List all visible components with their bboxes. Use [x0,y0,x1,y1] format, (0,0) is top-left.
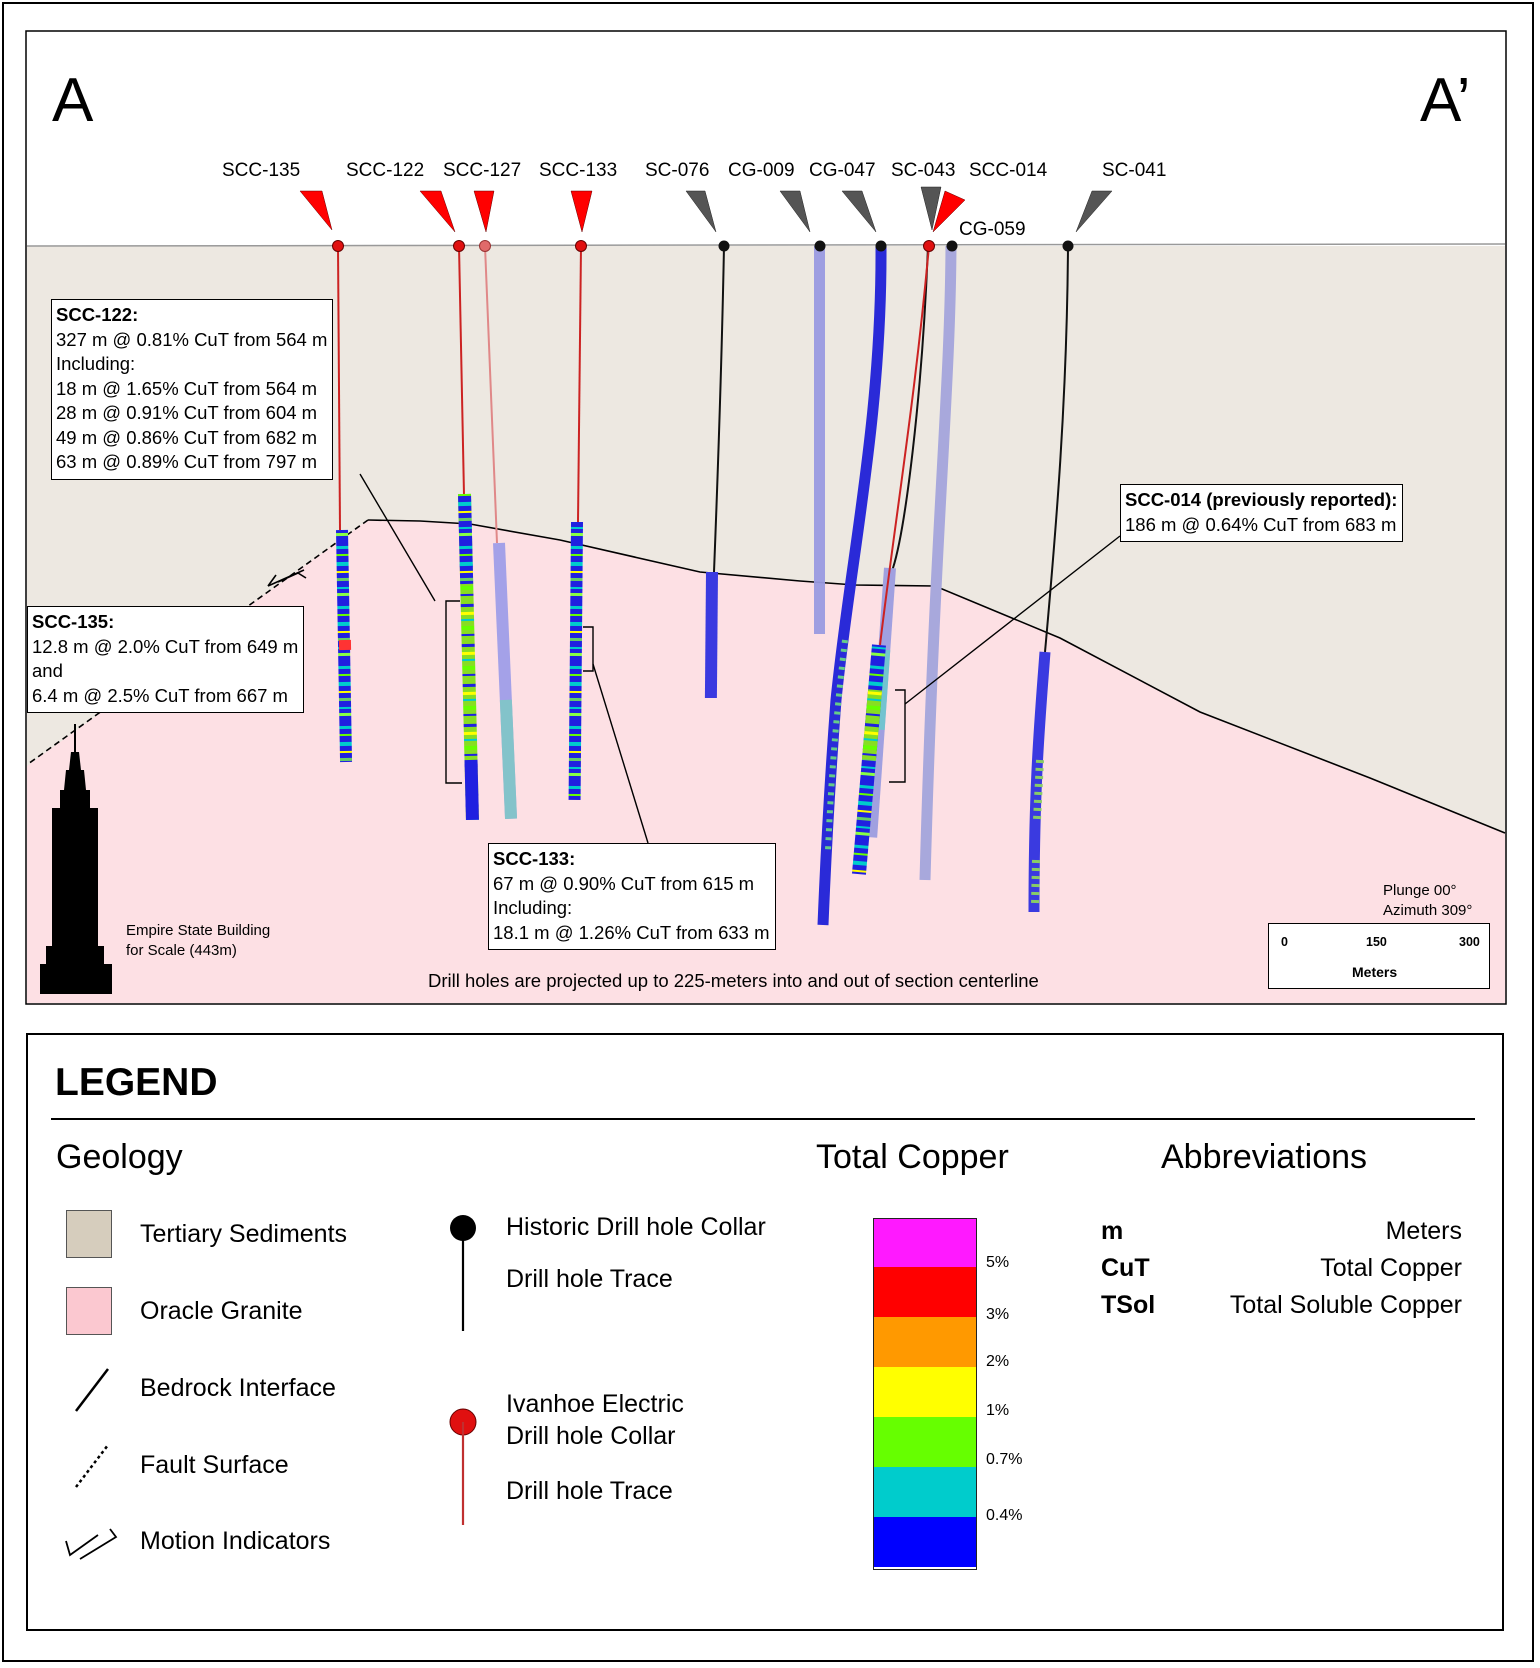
geology-heading: Geology [56,1138,183,1176]
copper-color-scale [873,1218,977,1570]
callout-line: 67 m @ 0.90% CuT from 615 m [493,872,755,894]
hole-label-sc-041: SC-041 [1102,160,1167,181]
callout-line: 49 m @ 0.86% CuT from 682 m [56,426,318,448]
ivanhoe-trace-label: Drill hole Trace [506,1477,673,1505]
copper-bin-below-04 [874,1517,976,1567]
copper-bin-above-5 [874,1219,976,1267]
empire-state-caption-2: for Scale (443m) [126,942,237,959]
tertiary-sediments-swatch [66,1210,112,1258]
callout-title: SCC-133: [493,848,576,869]
section-start-letter: A [52,66,94,135]
plunge-text: Plunge 00° [1383,882,1457,899]
callout-line: 28 m @ 0.91% CuT from 604 m [56,402,318,423]
hole-label-cg-059: CG-059 [959,219,1026,240]
legend-panel [26,1033,1504,1631]
tertiary-sediments-label: Tertiary Sediments [140,1220,348,1248]
abbreviations-heading: Abbreviations [1161,1138,1368,1176]
scale-unit: Meters [1352,964,1398,980]
callout-scc-122 [51,299,333,480]
hole-label-scc-135: SCC-135 [222,160,301,181]
copper-bin-2-3 [874,1317,976,1367]
abbr-value-m: Meters [1385,1217,1462,1245]
bedrock-interface-icon [68,1365,118,1415]
callout-line: 6.4 m @ 2.5% CuT from 667 m [32,684,288,706]
callout-line: 18 m @ 1.65% CuT from 564 m [56,377,318,399]
abbr-key-tsol: TSol [1101,1291,1156,1319]
hole-label-sc-076: SC-076 [645,160,710,181]
callout-line: 327 m @ 0.81% CuT from 564 m [56,328,328,350]
callout-line: Including: [493,897,573,918]
callout-scc-014 [1120,484,1403,542]
copper-tick-1: 1% [986,1402,1010,1419]
fault-surface-icon [68,1441,118,1491]
bedrock-interface-label: Bedrock Interface [140,1374,336,1402]
motion-indicators-icon [62,1521,122,1561]
azimuth-text: Azimuth 309° [1383,902,1473,919]
projection-note: Drill holes are projected up to 225-meters into and out of section centerline [428,970,1039,991]
abbr-key-m: m [1101,1217,1124,1245]
callout-title: SCC-122: [56,304,139,325]
copper-bin-1-2 [874,1367,976,1417]
ivanhoe-collar-icon [448,1407,478,1527]
callout-line: Including: [56,353,136,374]
historic-collar-label: Historic Drill hole Collar [506,1213,766,1241]
ivanhoe-collar-label-2: Drill hole Collar [506,1422,676,1450]
fault-surface-label: Fault Surface [140,1451,289,1479]
oracle-granite-swatch [66,1287,112,1335]
callout-line: 63 m @ 0.89% CuT from 797 m [56,451,318,472]
oracle-granite-label: Oracle Granite [140,1297,303,1325]
callout-scc-135 [27,606,304,713]
abbr-value-tsol: Total Soluble Copper [1229,1291,1462,1319]
ivanhoe-collar-label-1: Ivanhoe Electric [506,1390,684,1418]
copper-tick-07: 0.7% [986,1451,1023,1468]
copper-bin-3-5 [874,1267,976,1317]
hole-label-scc-127: SCC-127 [443,160,522,181]
callout-line: 18.1 m @ 1.26% CuT from 633 m [493,921,770,943]
copper-tick-3: 3% [986,1306,1010,1323]
historic-trace-label: Drill hole Trace [506,1265,673,1293]
hole-label-cg-009: CG-009 [728,160,795,181]
callout-title: SCC-014 (previously reported): [1125,489,1398,510]
scale-tick-0: 0 [1281,935,1288,949]
hole-label-sc-043: SC-043 [891,160,956,181]
hole-label-scc-133: SCC-133 [539,160,618,181]
hole-label-scc-014: SCC-014 [969,160,1048,181]
copper-tick-2: 2% [986,1353,1010,1370]
copper-bin-07-1 [874,1417,976,1467]
callout-title: SCC-135: [32,611,115,632]
hole-label-scc-122: SCC-122 [346,160,425,181]
legend-divider [51,1118,1475,1120]
empire-state-caption-1: Empire State Building [126,922,271,939]
copper-tick-04: 0.4% [986,1507,1023,1524]
scale-tick-300: 300 [1459,935,1480,949]
total-copper-heading: Total Copper [816,1138,1009,1176]
historic-collar-icon [448,1213,478,1333]
copper-bin-04-07 [874,1467,976,1517]
abbr-key-cut: CuT [1101,1254,1150,1282]
callout-line: 12.8 m @ 2.0% CuT from 649 m [32,635,299,657]
callout-line: and [32,660,63,681]
callout-line: 186 m @ 0.64% CuT from 683 m [1125,513,1397,535]
legend-title: LEGEND [55,1061,218,1104]
hole-label-cg-047: CG-047 [809,160,876,181]
scale-tick-150: 150 [1366,935,1387,949]
callout-scc-133 [488,843,776,950]
motion-indicators-label: Motion Indicators [140,1527,331,1555]
abbr-value-cut: Total Copper [1320,1254,1462,1282]
section-end-letter: A’ [1420,66,1471,135]
copper-tick-5: 5% [986,1254,1010,1271]
